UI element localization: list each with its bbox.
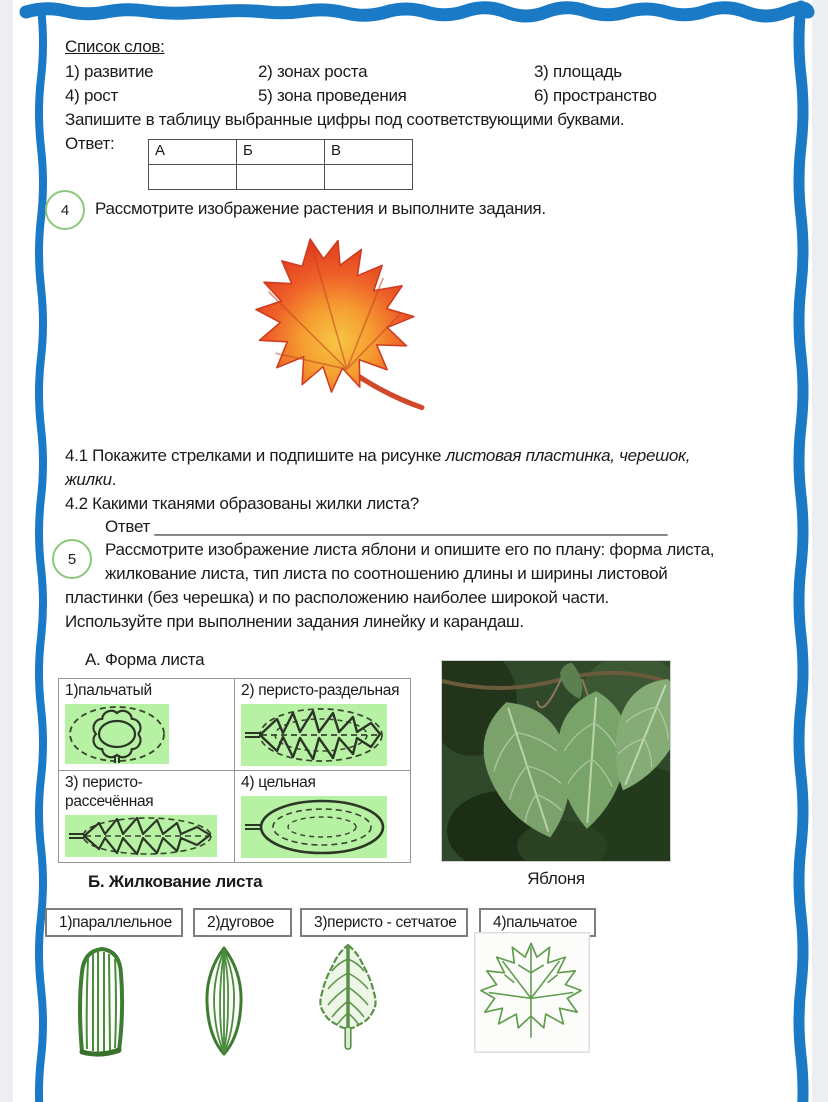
parallel-venation-leaf-icon xyxy=(74,944,130,1058)
task5-number: 5 xyxy=(67,550,77,568)
word-list-heading: Список слов: xyxy=(65,37,165,56)
task4-q1-period: . xyxy=(111,470,117,489)
palmate-leaf-card xyxy=(474,932,590,1053)
task4-q2: 4.2 Какими тканями образованы жилки листа? xyxy=(65,494,419,513)
word-item-6: 6) пространство xyxy=(534,86,657,105)
task4-q1-italic2: жилки xyxy=(65,470,112,489)
task4-q1-line1 xyxy=(65,446,690,466)
word-item-5: 5) зона проведения xyxy=(258,86,407,105)
task4-number-badge xyxy=(45,190,85,230)
table-instruction: Запишите в таблицу выбранные цифры под соответствующими буквами. xyxy=(65,110,625,129)
venation-box2-label: 2)дуговое xyxy=(207,913,275,931)
form-cell2-label: 2) перисто-раздельная xyxy=(241,682,400,699)
word-item-3: 3) площадь xyxy=(534,62,622,81)
answer-table-empty-row xyxy=(149,165,413,190)
task5-line1: Рассмотрите изображение листа яблони и опишите его по плану: форма листа, xyxy=(105,540,715,559)
venation-box3-label: 3)перисто - сетчатое xyxy=(314,913,457,931)
task4-prompt: Рассмотрите изображение растения и выполните задания. xyxy=(95,199,546,218)
apple-leaves-photo xyxy=(441,660,671,862)
answer-header-v: В xyxy=(325,140,413,165)
word-item-4: 4) рост xyxy=(65,86,118,105)
leaf-form-table xyxy=(58,678,411,863)
task4-q1-line2 xyxy=(65,470,116,490)
form-cell4-label: 4) цельная xyxy=(241,773,316,791)
word-item-2: 2) зонах роста xyxy=(258,62,368,81)
answer-header-a: А xyxy=(149,140,237,165)
arcuate-venation-leaf-icon xyxy=(198,944,250,1058)
venation-box1-label: 1)параллельное xyxy=(59,913,172,931)
apple-leaves-photo-image xyxy=(442,661,670,861)
pinnate-reticulate-venation-leaf-icon xyxy=(308,941,388,1051)
task5-line4: Используйте при выполнении задания линейку и карандаш. xyxy=(65,612,524,631)
form-cell3-label-line2: рассечённая xyxy=(65,792,154,810)
pinnate-divided-shape-icon xyxy=(241,704,387,766)
entire-shape-icon xyxy=(241,796,387,858)
form-cell3-label-line1: 3) перисто- xyxy=(65,773,143,791)
task4-answer-line xyxy=(105,517,667,537)
task4-answer-label: Ответ xyxy=(105,517,151,536)
task4-number: 4 xyxy=(60,201,70,219)
word-item-1: 1) развитие xyxy=(65,62,154,81)
venation-box-arcuate xyxy=(193,908,292,937)
venation-box-parallel xyxy=(45,908,183,937)
form-cell-pinnate-dissected xyxy=(59,770,235,862)
task5-line3: пластинки (без черешка) и по расположению наиболее широкой части. xyxy=(65,588,609,607)
answer-cell-a xyxy=(149,165,237,190)
form-cell-entire xyxy=(235,770,411,862)
answer-label: Ответ: xyxy=(65,134,115,153)
palmate-shape-icon xyxy=(65,704,169,764)
task4-q1-italic1: листовая пластинка, черешок, xyxy=(445,446,691,465)
venation-section-heading: Б. Жилкование листа xyxy=(88,872,263,891)
venation-box-pinnate-reticulate xyxy=(300,908,468,937)
pinnate-dissected-shape-icon xyxy=(65,815,217,857)
answer-cell-v xyxy=(325,165,413,190)
task5-number-badge xyxy=(52,539,92,579)
answer-table-header-row xyxy=(149,140,413,165)
task5-line2: жилкование листа, тип листа по соотношению длины и ширины листовой xyxy=(105,564,668,583)
form-cell-palmate xyxy=(59,679,235,771)
answer-header-b: Б xyxy=(237,140,325,165)
palmate-venation-leaf-icon xyxy=(475,933,587,1050)
form-section-heading: А. Форма листа xyxy=(85,650,205,669)
maple-leaf-image xyxy=(228,228,438,438)
form-cell1-label: 1)пальчатый xyxy=(65,682,152,699)
form-cell-pinnate-divided xyxy=(235,679,411,771)
task4-answer-blank: ________________________________________________________ xyxy=(154,517,668,536)
photo-caption: Яблоня xyxy=(527,869,585,888)
venation-box4-label: 4)пальчатое xyxy=(493,913,578,931)
task4-q1-prefix: 4.1 Покажите стрелками и подпишите на рисунке xyxy=(65,446,446,465)
answer-cell-b xyxy=(237,165,325,190)
answer-table xyxy=(148,139,413,190)
